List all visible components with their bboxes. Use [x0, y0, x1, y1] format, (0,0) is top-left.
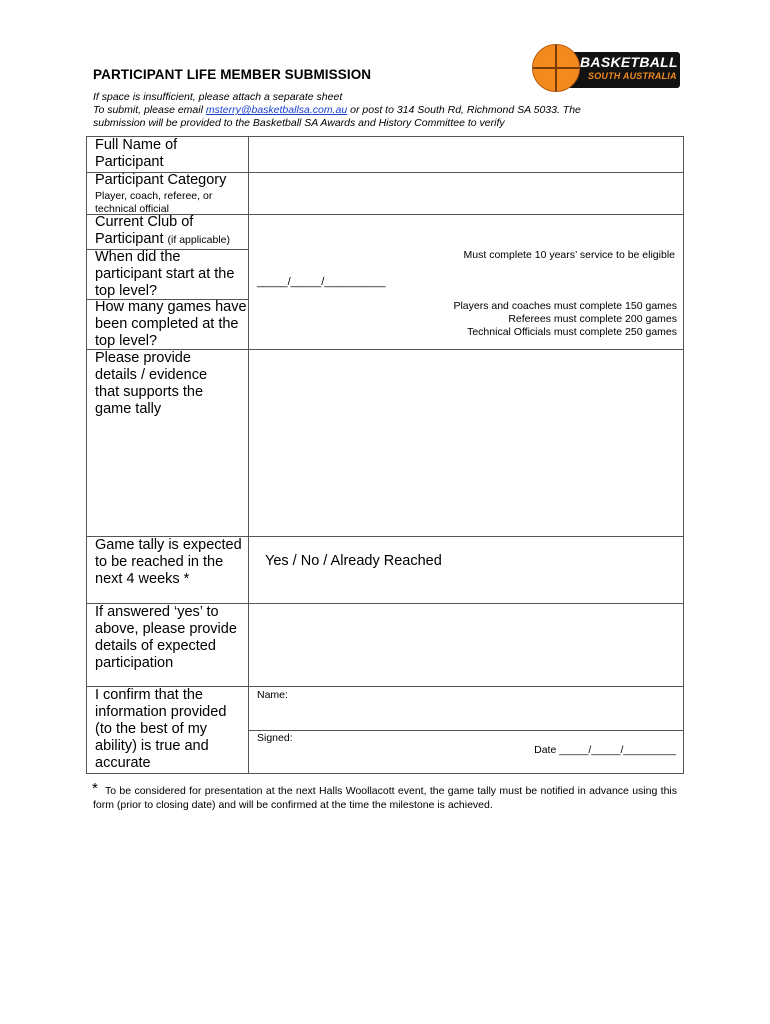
footnote-text: To be considered for presentation at the next Halls Woollacott event, the game tally must be notified in advance using this form (prior to closing date) and will be confirmed at the time the milestone is achieved.	[93, 785, 677, 811]
instructions-text: To submit, please email	[93, 104, 206, 116]
row-divider	[248, 730, 683, 731]
label-full-name: Full Name of Participant	[95, 137, 178, 170]
start-eligibility-note: Must complete 10 years’ service to be eligible	[463, 249, 675, 261]
signed-label[interactable]: Signed:	[257, 732, 293, 744]
label-category: Participant Category	[95, 172, 227, 188]
games-note-officials: Technical Officials must complete 250 games	[467, 326, 677, 338]
label-start: When did the participant start at the top level?	[95, 249, 235, 299]
logo-text-south-australia: SOUTH AUSTRALIA	[588, 71, 677, 81]
instructions-line-1: If space is insufficient, please attach a separate sheet	[93, 91, 343, 103]
games-note-players: Players and coaches must complete 150 games	[453, 300, 677, 312]
tally-options[interactable]: Yes / No / Already Reached	[265, 553, 442, 569]
submission-form-table	[86, 136, 684, 774]
label-expected: If answered ‘yes’ to above, please provide details of expected participation	[95, 604, 237, 671]
basketball-sa-logo	[530, 44, 682, 94]
label-category-hint: Player, coach, referee, or technical official	[95, 190, 213, 215]
expected-participation-field[interactable]	[249, 604, 683, 686]
label-details: Please provide details / evidence that supports the game tally	[95, 350, 208, 417]
category-field[interactable]	[249, 173, 683, 214]
label-club-text: Current Club of Participant	[95, 214, 194, 247]
logo-text-basketball: BASKETBALL	[580, 54, 678, 70]
label-club-hint: (if applicable)	[167, 234, 230, 246]
label-club	[95, 214, 255, 249]
date-field[interactable]: Date _____/_____/_________	[534, 744, 676, 756]
games-note-referees: Referees must complete 200 games	[508, 313, 677, 325]
start-date-field[interactable]: _____/_____/__________	[257, 276, 386, 288]
footnote-star: *	[92, 780, 98, 797]
details-field[interactable]	[249, 350, 683, 536]
email-link[interactable]: msterry@basketballsa.com.au	[205, 104, 348, 116]
club-field[interactable]	[249, 215, 683, 249]
basketball-icon	[532, 44, 580, 92]
label-tally: Game tally is expected to be reached in the next 4 weeks *	[95, 537, 242, 587]
instructions-address: or post to 314 South Rd, Richmond SA 5033. The	[347, 104, 581, 116]
name-label[interactable]: Name:	[257, 689, 288, 701]
instructions-line-2	[93, 104, 581, 116]
full-name-field[interactable]	[249, 137, 683, 172]
instructions-line-3: submission will be provided to the Basketball SA Awards and History Committee to verify	[93, 117, 505, 129]
label-games: How many games have been completed at the top level?	[95, 299, 247, 349]
page-title: PARTICIPANT LIFE MEMBER SUBMISSION	[93, 67, 372, 82]
label-confirm: I confirm that the information provided (to the best of my ability) is true and accurate	[95, 687, 227, 771]
